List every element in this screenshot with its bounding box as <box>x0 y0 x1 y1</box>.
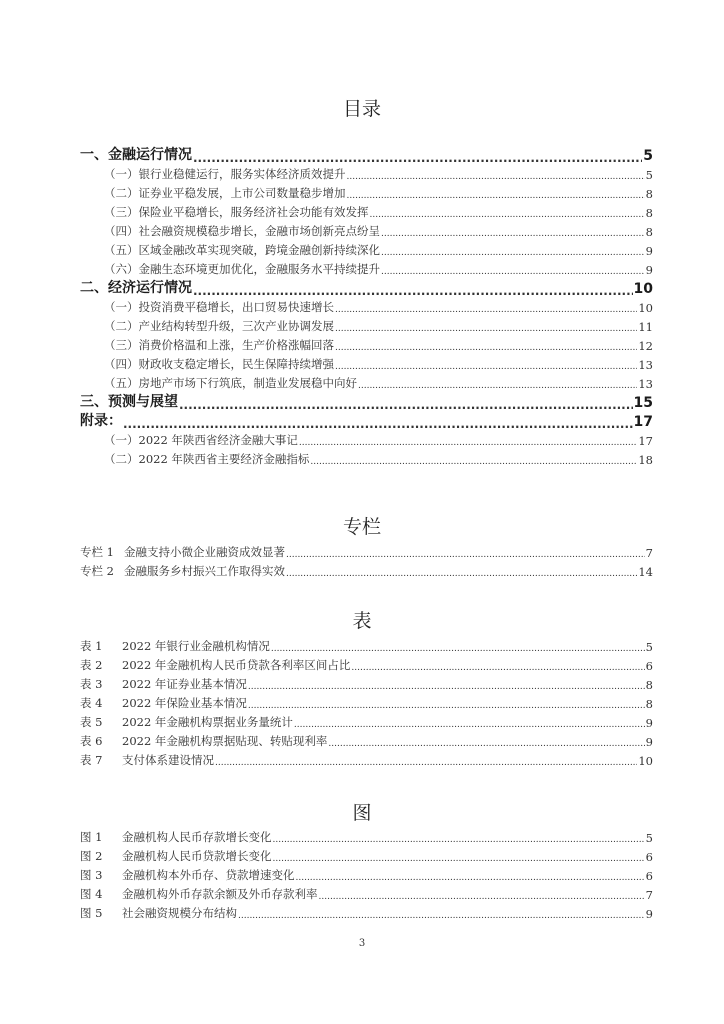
table-label: 表 6 <box>80 734 103 748</box>
figure-label: 图 4 <box>80 887 103 901</box>
toc-entry[interactable] <box>104 452 653 467</box>
column-entry-text: 金融支持小微企业融资成效显著 <box>124 545 285 559</box>
toc-entry[interactable] <box>104 319 653 334</box>
dot-leader <box>299 439 637 448</box>
dot-leader <box>347 173 645 182</box>
figures-heading: 图 <box>352 802 372 824</box>
dot-leader <box>271 645 645 654</box>
table-entry-text: 2022 年银行业金融机构情况 <box>122 639 270 653</box>
dot-leader <box>286 551 645 560</box>
figure-entry-text: 社会融资规模分布结构 <box>122 906 237 920</box>
column-entry-page: 14 <box>638 565 653 579</box>
toc-entry[interactable] <box>104 376 653 391</box>
figure-entry-page: 9 <box>645 907 653 921</box>
table-label: 表 7 <box>80 753 103 767</box>
toc-entry-text: （三）消费价格温和上涨，生产价格涨幅回落 <box>104 338 334 352</box>
toc-entry-text: （六）金融生态环境更加优化，金融服务水平持续提升 <box>104 262 380 276</box>
toc-entry[interactable] <box>104 186 653 201</box>
dot-leader <box>328 740 644 749</box>
dot-leader <box>319 893 645 902</box>
toc-entry-text: （一）银行业稳健运行，服务实体经济质效提升 <box>104 167 346 181</box>
column-label: 专栏 1 <box>80 545 114 559</box>
toc-entry-text: （三）保险业平稳增长，服务经济社会功能有效发挥 <box>104 205 369 219</box>
table-entry-page: 8 <box>645 678 653 692</box>
toc-entry-page: 5 <box>645 168 653 182</box>
toc-entry-text: （五）房地产市场下行筑底，制造业发展稳中向好 <box>104 376 357 390</box>
table-entry-text: 2022 年金融机构人民币贷款各利率区间占比 <box>122 658 351 672</box>
toc-entry-text: 附录： <box>80 413 122 429</box>
toc-entry[interactable] <box>104 357 653 372</box>
table-entry[interactable] <box>80 696 653 711</box>
figure-entry[interactable] <box>80 906 653 921</box>
column-entry-page: 7 <box>645 546 653 560</box>
toc-entry-page: 17 <box>633 414 653 430</box>
dot-leader <box>335 306 637 315</box>
table-label: 表 1 <box>80 639 103 653</box>
toc-entry-text: （一）投资消费平稳增长，出口贸易快速增长 <box>104 300 334 314</box>
table-entry[interactable] <box>80 639 653 654</box>
toc-entry[interactable] <box>80 146 653 164</box>
table-entry-page: 9 <box>645 735 653 749</box>
toc-entry-page: 8 <box>645 187 653 201</box>
dot-leader <box>381 268 645 277</box>
dot-leader <box>335 344 637 353</box>
table-label: 表 3 <box>80 677 103 691</box>
table-entry-text: 2022 年金融机构票据业务量统计 <box>122 715 293 729</box>
toc-heading: 目录 <box>342 98 381 120</box>
figure-label: 图 5 <box>80 906 103 920</box>
toc-entry-page: 15 <box>633 395 653 411</box>
figure-entry[interactable] <box>80 887 653 902</box>
figure-entry-text: 金融机构外币存款余额及外币存款利率 <box>122 887 318 901</box>
dot-leader <box>273 836 645 845</box>
toc-entry-text: 三、预测与展望 <box>80 394 178 410</box>
toc-entry-page: 10 <box>633 281 653 297</box>
toc-entry-text: 二、经济运行情况 <box>80 280 192 296</box>
figure-entry-page: 6 <box>645 850 653 864</box>
table-entry[interactable] <box>80 734 653 749</box>
toc-entry[interactable] <box>104 300 653 315</box>
dot-leader <box>179 399 633 411</box>
toc-entry[interactable] <box>104 338 653 353</box>
table-label: 表 4 <box>80 696 103 710</box>
table-entry[interactable] <box>80 753 653 768</box>
toc-entry[interactable] <box>80 393 653 411</box>
figure-entry-page: 5 <box>645 831 653 845</box>
table-entry-text: 2022 年金融机构票据贴现、转贴现利率 <box>122 734 328 748</box>
toc-entry[interactable] <box>104 433 653 448</box>
toc-entry-text: （四）财政收支稳定增长，民生保障持续增强 <box>104 357 334 371</box>
table-entry-page: 9 <box>645 716 653 730</box>
toc-entry[interactable] <box>104 205 653 220</box>
toc-entry-text: （二）产业结构转型升级，三次产业协调发展 <box>104 319 334 333</box>
table-entry[interactable] <box>80 677 653 692</box>
table-entry[interactable] <box>80 715 653 730</box>
toc-entry-page: 13 <box>638 358 653 372</box>
table-entry-page: 5 <box>645 640 653 654</box>
toc-entry[interactable] <box>104 262 653 277</box>
table-entry-text: 支付体系建设情况 <box>122 753 214 767</box>
dot-leader <box>248 702 645 711</box>
dot-leader <box>248 683 645 692</box>
figure-entry-page: 7 <box>645 888 653 902</box>
toc-entry[interactable] <box>80 412 653 430</box>
dot-leader <box>335 363 637 372</box>
figure-entry[interactable] <box>80 868 653 883</box>
dot-leader <box>347 192 645 201</box>
toc-entry-page: 9 <box>645 244 653 258</box>
figure-entry-text: 金融机构本外币存、贷款增速变化 <box>122 868 295 882</box>
dot-leader <box>286 570 637 579</box>
tables-heading: 表 <box>352 610 372 632</box>
dot-leader <box>215 759 637 768</box>
dot-leader <box>238 912 645 921</box>
toc-entry-text: （一）2022 年陕西省经济金融大事记 <box>104 433 298 447</box>
table-entry-page: 6 <box>645 659 653 673</box>
toc-entry-page: 12 <box>638 339 653 353</box>
dot-leader <box>296 874 645 883</box>
dot-leader <box>351 664 644 673</box>
dot-leader <box>273 855 645 864</box>
figure-entry[interactable] <box>80 830 653 845</box>
toc-entry-page: 9 <box>645 263 653 277</box>
dot-leader <box>193 285 633 297</box>
toc-entry-page: 5 <box>643 148 653 164</box>
toc-entry[interactable] <box>80 279 653 297</box>
columns-heading: 专栏 <box>342 516 381 538</box>
figure-entry[interactable] <box>80 849 653 864</box>
table-label: 表 5 <box>80 715 103 729</box>
figure-entry-page: 6 <box>645 869 653 883</box>
column-label: 专栏 2 <box>80 564 114 578</box>
table-entry[interactable] <box>80 658 653 673</box>
toc-entry-page: 17 <box>638 434 653 448</box>
table-entry-page: 8 <box>645 697 653 711</box>
toc-entry-page: 18 <box>638 453 653 467</box>
figure-label: 图 2 <box>80 849 103 863</box>
dot-leader <box>370 211 645 220</box>
toc-entry-text: （四）社会融资规模稳步增长，金融市场创新亮点纷呈 <box>104 224 380 238</box>
figure-label: 图 1 <box>80 830 103 844</box>
figure-entry-text: 金融机构人民币存款增长变化 <box>122 830 272 844</box>
dot-leader <box>381 230 645 239</box>
toc-entry-text: （五）区域金融改革实现突破，跨境金融创新持续深化 <box>104 243 380 257</box>
column-entry[interactable] <box>80 564 653 579</box>
dot-leader <box>358 382 637 391</box>
toc-entry-text: （二）2022 年陕西省主要经济金融指标 <box>104 452 310 466</box>
dot-leader <box>294 721 645 730</box>
toc-entry[interactable] <box>104 243 653 258</box>
toc-entry-page: 13 <box>638 377 653 391</box>
toc-entry[interactable] <box>104 167 653 182</box>
table-entry-text: 2022 年保险业基本情况 <box>122 696 247 710</box>
toc-entry[interactable] <box>104 224 653 239</box>
dot-leader <box>310 458 637 467</box>
dot-leader <box>335 325 637 334</box>
page-number: 3 <box>358 938 366 949</box>
column-entry-text: 金融服务乡村振兴工作取得实效 <box>124 564 285 578</box>
dot-leader <box>123 418 633 430</box>
table-entry-text: 2022 年证券业基本情况 <box>122 677 247 691</box>
toc-entry-page: 8 <box>645 225 653 239</box>
toc-entry-page: 10 <box>638 301 653 315</box>
toc-entry-page: 11 <box>638 320 653 334</box>
toc-entry-page: 8 <box>645 206 653 220</box>
column-entry[interactable] <box>80 545 653 560</box>
table-entry-page: 10 <box>638 754 653 768</box>
dot-leader <box>381 249 645 258</box>
dot-leader <box>193 152 642 164</box>
figure-entry-text: 金融机构人民币贷款增长变化 <box>122 849 272 863</box>
toc-entry-text: 一、金融运行情况 <box>80 147 192 163</box>
figure-label: 图 3 <box>80 868 103 882</box>
table-label: 表 2 <box>80 658 103 672</box>
toc-entry-text: （二）证券业平稳发展，上市公司数量稳步增加 <box>104 186 346 200</box>
